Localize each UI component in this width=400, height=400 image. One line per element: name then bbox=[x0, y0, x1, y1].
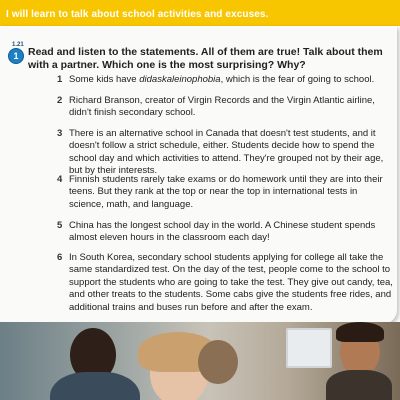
statement-text: Some kids have didaskaleinophobia, which is the fear of going to school. bbox=[69, 74, 375, 85]
statement-number: 3 bbox=[57, 128, 63, 139]
task-instruction: Read and listen to the statements. All of them are true! Talk about them with a partner. Which one is the most surprising? Why? bbox=[28, 46, 383, 71]
task-audio-icon[interactable] bbox=[8, 44, 26, 62]
task-number-badge: 1 bbox=[8, 48, 24, 64]
statement-text: Finnish students rarely take exams or do homework until they are into their teens. But they rank at the top or near the top in international tests in science, math, and language. bbox=[69, 174, 383, 210]
statement-text: China has the longest school day in the world. A Chinese student spends almost eleven hours in the classroom each day! bbox=[69, 220, 376, 244]
student-shirt-shape bbox=[50, 372, 140, 400]
student-hair-shape bbox=[336, 322, 384, 342]
statement-text: Richard Branson, creator of Virgin Records and the Virgin Atlantic airline, didn't finish secondary school. bbox=[69, 95, 375, 119]
lesson-objective: I will learn to talk about school activities and excuses. bbox=[6, 9, 269, 20]
audio-track-label: 1.21 bbox=[12, 42, 24, 48]
statement-number: 6 bbox=[57, 252, 63, 263]
statement-number: 1 bbox=[57, 74, 63, 85]
computer-monitor-shape bbox=[286, 328, 332, 368]
statement-number: 2 bbox=[57, 95, 63, 106]
statement-number: 5 bbox=[57, 220, 63, 231]
lesson-header-strip bbox=[0, 0, 400, 26]
student-shirt-shape bbox=[326, 370, 392, 400]
student-head-shape bbox=[198, 340, 238, 384]
classroom-photo bbox=[0, 322, 400, 400]
statement-text: In South Korea, secondary school students applying for college all take the same standardized test. On the day of the test, people come to the school to support the students who are going to take the test. They give out candy, tea, and other treats to the students. Some cabs give the students free rides, and additional trains and buses run before and after the exam. bbox=[69, 252, 393, 313]
statement-number: 4 bbox=[57, 174, 63, 185]
statement-text: There is an alternative school in Canada that doesn't test students, and it doesn't follow a strict schedule, either. Students decide how to spend the school day and which activities to attend. They're grouped not by their age, but by their interests. bbox=[69, 128, 384, 177]
